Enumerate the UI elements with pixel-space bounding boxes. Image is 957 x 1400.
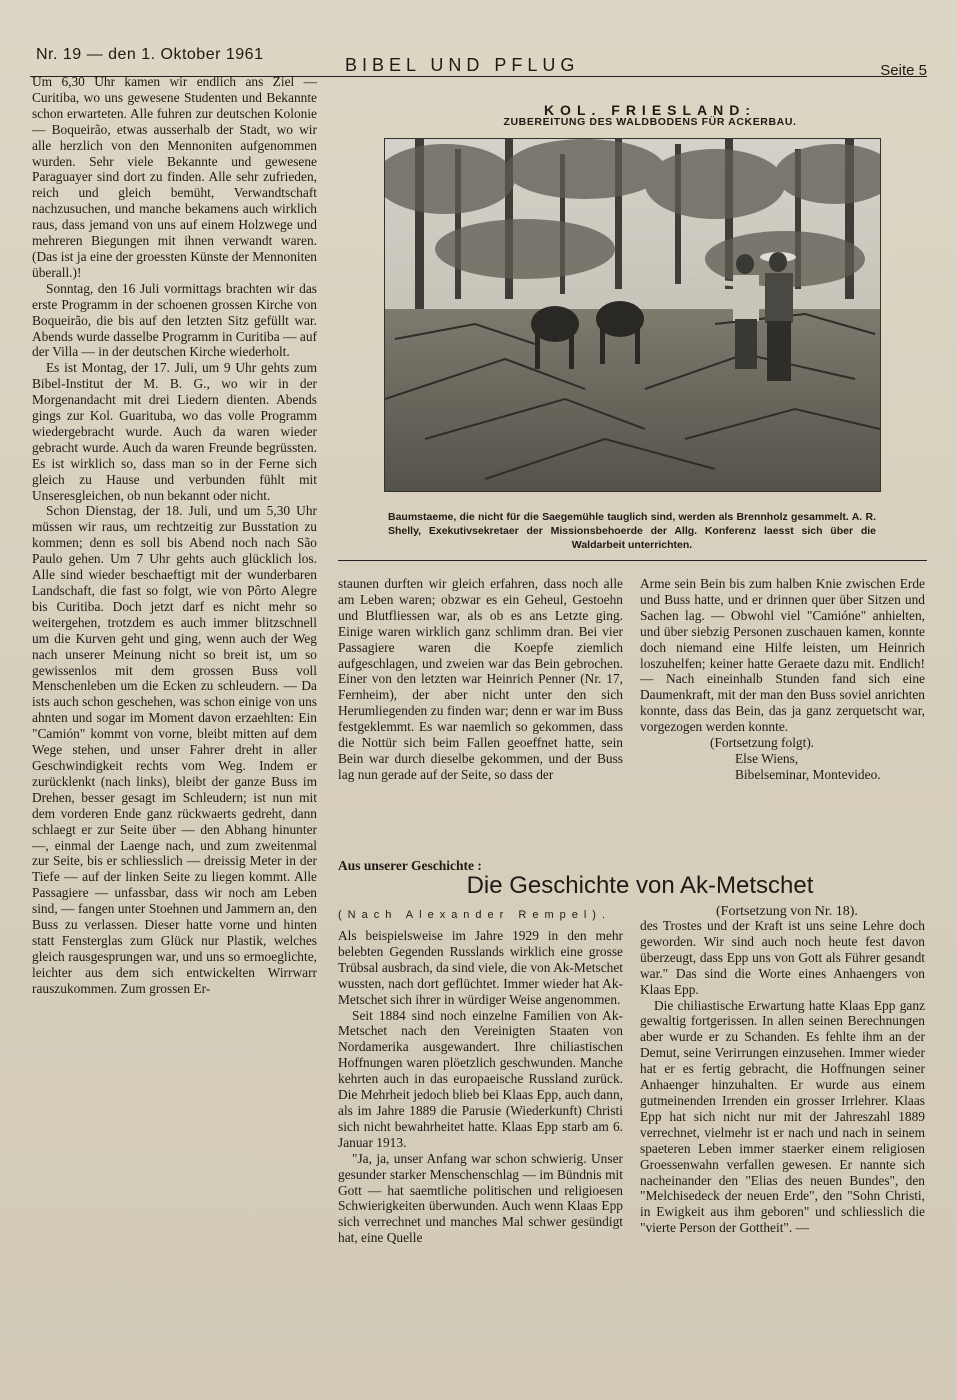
paragraph: staunen durften wir gleich erfahren, dass noch alle am Leben waren; obzwar es ein Geheul, Gestoehn und Blutfliessen war, als ob es ans Letzte ging. Einige waren wirklich ganz schlimm dran. Bei vier Passagiere waren die Koepfe ziemlich aufgeschlagen, und zweien war das Bein gebrochen. Einer von den letzten war Heinrich Penner (Nr. 17, Fernheim), der aber nicht unter den sich Herumliegenden zu finden war; denn er war im Buss festgeklemmt. Es war naemlich so gekommen, dass die Nottür sich beim Fallen geoeffnet hatte, sein Bein war durch dieselbe gekommen, und der Buss lag nun gerade auf der Seite, so dass der — [338, 576, 623, 782]
paragraph: "Ja, ja, unser Anfang war schon schwierig. Unser gesunder starker Menschenschlag — im Bündnis mit Gott — hat saemtliche politischen und religioesen Schwierigkeiten überwunden. Auch wenn Klaas Epp sich verrechnet und manches Mal schwer gesündigt hat, eine Quelle — [338, 1150, 623, 1246]
forest-work-photo — [385, 139, 880, 491]
author-name: Else Wiens, — [735, 750, 799, 766]
paragraph: Die chiliastische Erwartung hatte Klaas Epp ganz gewaltig fortgerissen. In allen seinen Berechnungen aber wurde er zu Schanden. Es fehlte ihm an der Demut, seine Verirrungen einzusehen. Immer wieder hat er es fertig gebracht, die Hoffnungen seiner Anhaenger hinzuhalten. Er wurde aus einem gutmeinenden Irrenden ein grosser Irrlehrer. Klaas Epp hat sich nicht nur mit der Jahreszahl 1889 verrechnet, vielmehr ist er nach und nach in seinem spaeteren Leben immer staerker einem religiosen Groessenwahn verfallen gewesen. Er nannte sich nacheinander den "Elias des neuen Bundes", den "Melchisedeck der neuen Erde", den "Sohn Christi, in Ewigkeit aus ihm geboren" und schliesslich die "vierte Person der Gottheit". — — [640, 997, 925, 1236]
article-middle-column — [338, 928, 623, 1368]
paragraph: Es ist Montag, der 17. Juli, um 9 Uhr gehts zum Bibel-Institut der M. B. G., wo wir in der Morgenandacht mit drei Liedern dienten. Abends gings zur Kol. Guarituba, wo das volle Programm wiedergebracht wurde. Auch da waren wieder gebracht wurde. Auch da waren Freunde begrüssten. Es ist wirklich so, dass man so in der Ferne sich gleich zu Hause und verbunden fühlt mit Unseresgleichen, ob nun bekannt oder nicht. — [32, 360, 317, 503]
author-place: Bibelseminar, Montevideo. — [735, 766, 881, 782]
photo-title: KOL. FRIESLAND: — [543, 102, 757, 118]
issue-line: Nr. 19 — den 1. Oktober 1961 — [36, 46, 264, 63]
article-right-column — [640, 918, 925, 1368]
continuation-note: (Fortsetzung folgt). — [710, 735, 815, 751]
paragraph: Sonntag, den 16 Juli vormittags brachten wir das erste Programm in der schoenen grossen Kirche von Boqueirão, die bis auf den letzten Sitz gefüllt war. Abends wurde dasselbe Programm in Curitiba — auf der Villa — in der deutschen Kirche wiederholt. — [32, 280, 317, 360]
paragraph: Um 6,30 Uhr kamen wir endlich ans Ziel — Curitiba, wo uns gewesene Studenten und Bekannte schon erwarteten. Alle fuhren zur deutschen Kolonie — Boqueirão, etwas ausserhalb der Stadt, wo wir alle herzlich von den Mennoniten aufgenommen wurden. Sehr viele Bekannte und gewesene Paraguayer sind dort zu finden. Alle sehr zufrieden, reich und gleich bemüht, Verwandtschaft nachzusuchen, und manche bekamens auch wirklich raus, dass jemand von uns auf einem Holzwege und mehreren Biegungen mit ihnen verwandt waren. (Das ist ja eine der groessten Künste der Mennoniten überall.)! — [32, 74, 317, 280]
photo — [384, 138, 881, 492]
article-author: (Nach Alexander Rempel). — [338, 909, 612, 921]
paragraph: Arme sein Bein bis zum halben Knie zwischen Erde und Buss hatte, und er drinnen quer über Sitzen und Sachen lag. — Obwohl viel "Camióne" anhielten, und über siebzig Personen zuschauen kamen, konnte doch niemand eine Hilfe leisten, um Heinrich loszuhelfen; keiner hatte Geraete dazu mit. Endlich! — Nach eineinhalb Stunden fand sich eine Daumenkraft, mit der man den Buss soviel anrichten konnte, dass das Bein, das ja ganz zerquetscht war, vorgezogen werden konnte. — [640, 576, 925, 735]
article-title: Die Geschichte von Ak-Metschet — [466, 872, 814, 899]
right-column — [640, 576, 925, 856]
paragraph: des Trostes und der Kraft ist uns seine Lehre doch geworden. Wir sind auch noch heute fest davon überzeugt, dass Epp uns von Gott als Führer gesandt war." Das sind die Worte eines Anhaengers von Klaas Epp. — [640, 918, 925, 997]
paragraph: Als beispielsweise im Jahre 1929 in den mehr belebten Gegenden Russlands wirklich eine grosse Trübsal ausbrach, da sind viele, die von Ak-Metschet wussten, nach dort geflüchtet. Immer wieder hat Ak-Metschet sich ihrer in würdiger Weise angenommen. — [338, 928, 623, 1007]
paragraph: Schon Dienstag, der 18. Juli, und um 5,30 Uhr müssen wir raus, um rechtzeitig zur Busstation zu kommen; denn es soll bis Abend noch nach São Paulo gehen. Um 7 Uhr gehts auch glücklich los. Alle sind wieder beschaeftigt mit der wunderbaren Landschaft, die fast so folgt, wie von Pôrto Alegre bis Curitiba. Doch jetzt darf es nicht mehr so weitergehen, trotzdem es auch immer blitzschnell um die Kurven geht und ging, wenn auch der Weg nach unserer Meinung nicht so breit ist, um so gewissenlos mit dem grossen Buss voll Menschenleben um die Ecken zu schleudern. — Da ists auch schon geschehen, was schon einige von uns ahnten und sogar im Moment davon erzaehlten: Ein "Camión" kommt von vorne, bleibt mitten auf dem Wege stehen, und unser Fahrer dreht in aller Geschwindigkeit rechts vom Weg. Indem er zurücklenkt (nach links), bleibt der ganze Buss im Drehen, besser gesagt im Schleudern; ist nun mit dem vorderen Ende ganz rückwaerts gedreht, dann schlaegt er zur Seite über — den Abhang hinunter —, einmal der Laenge nach, und zum zweitenmal zur Seite, bis er schliesslich — dreissig Meter in der Tiefe — auf der linken Seite zu liegen kommt. Alle Passagiere — unfassbar, dass wir noch am Leben sind, — fangen unter Stoehnen und Jammern an, den Buss zu verlassen. Dieser hatte vorne und hinten statt Fensterglas zum Glück nur Plastik, welches gleich rausgesprungen war, und uns so ermoeglichte, leichter aus dem sich entwickelten Wirrwarr rauszukommen. Zum grossen Er- — [32, 503, 317, 996]
left-column — [32, 74, 317, 1374]
middle-column — [338, 576, 623, 856]
section-rule — [338, 560, 927, 561]
article-continued: (Fortsetzung von Nr. 18). — [716, 904, 858, 919]
photo-subtitle: ZUBEREITUNG DES WALDBODENS FÜR ACKERBAU. — [503, 116, 797, 128]
paragraph: Seit 1884 sind noch einzelne Familien von Ak-Metschet nach den Vereinigten Staaten von Nordamerika ausgewandert. Ihre chiliastischen Hoffnungen waren plöetzlich geschwunden. Manche kehrten auch in das europaeische Russland zurück. Die Mehrheit jedoch blieb bei Klaas Epp, auch dann, als im Jahre 1889 die Parusie (Wiederkunft) Christi sich nicht bewahrheitet hatte. Klaas Epp starb am 6. Januar 1913. — [338, 1007, 623, 1150]
paper-name: BIBEL UND PFLUG — [345, 55, 580, 75]
page-number: Seite 5 — [880, 62, 927, 79]
photo-caption: Baumstaeme, die nicht für die Saegemühle tauglich sind, werden als Brennholz gesammelt. A. R. Shelly, Exekutivsekretaer der Missionsbehoerde der Allg. Konferenz laesst sich über die Waldarbeit unterrichten. — [388, 511, 876, 551]
section-label: Aus unserer Geschichte : — [338, 858, 482, 873]
